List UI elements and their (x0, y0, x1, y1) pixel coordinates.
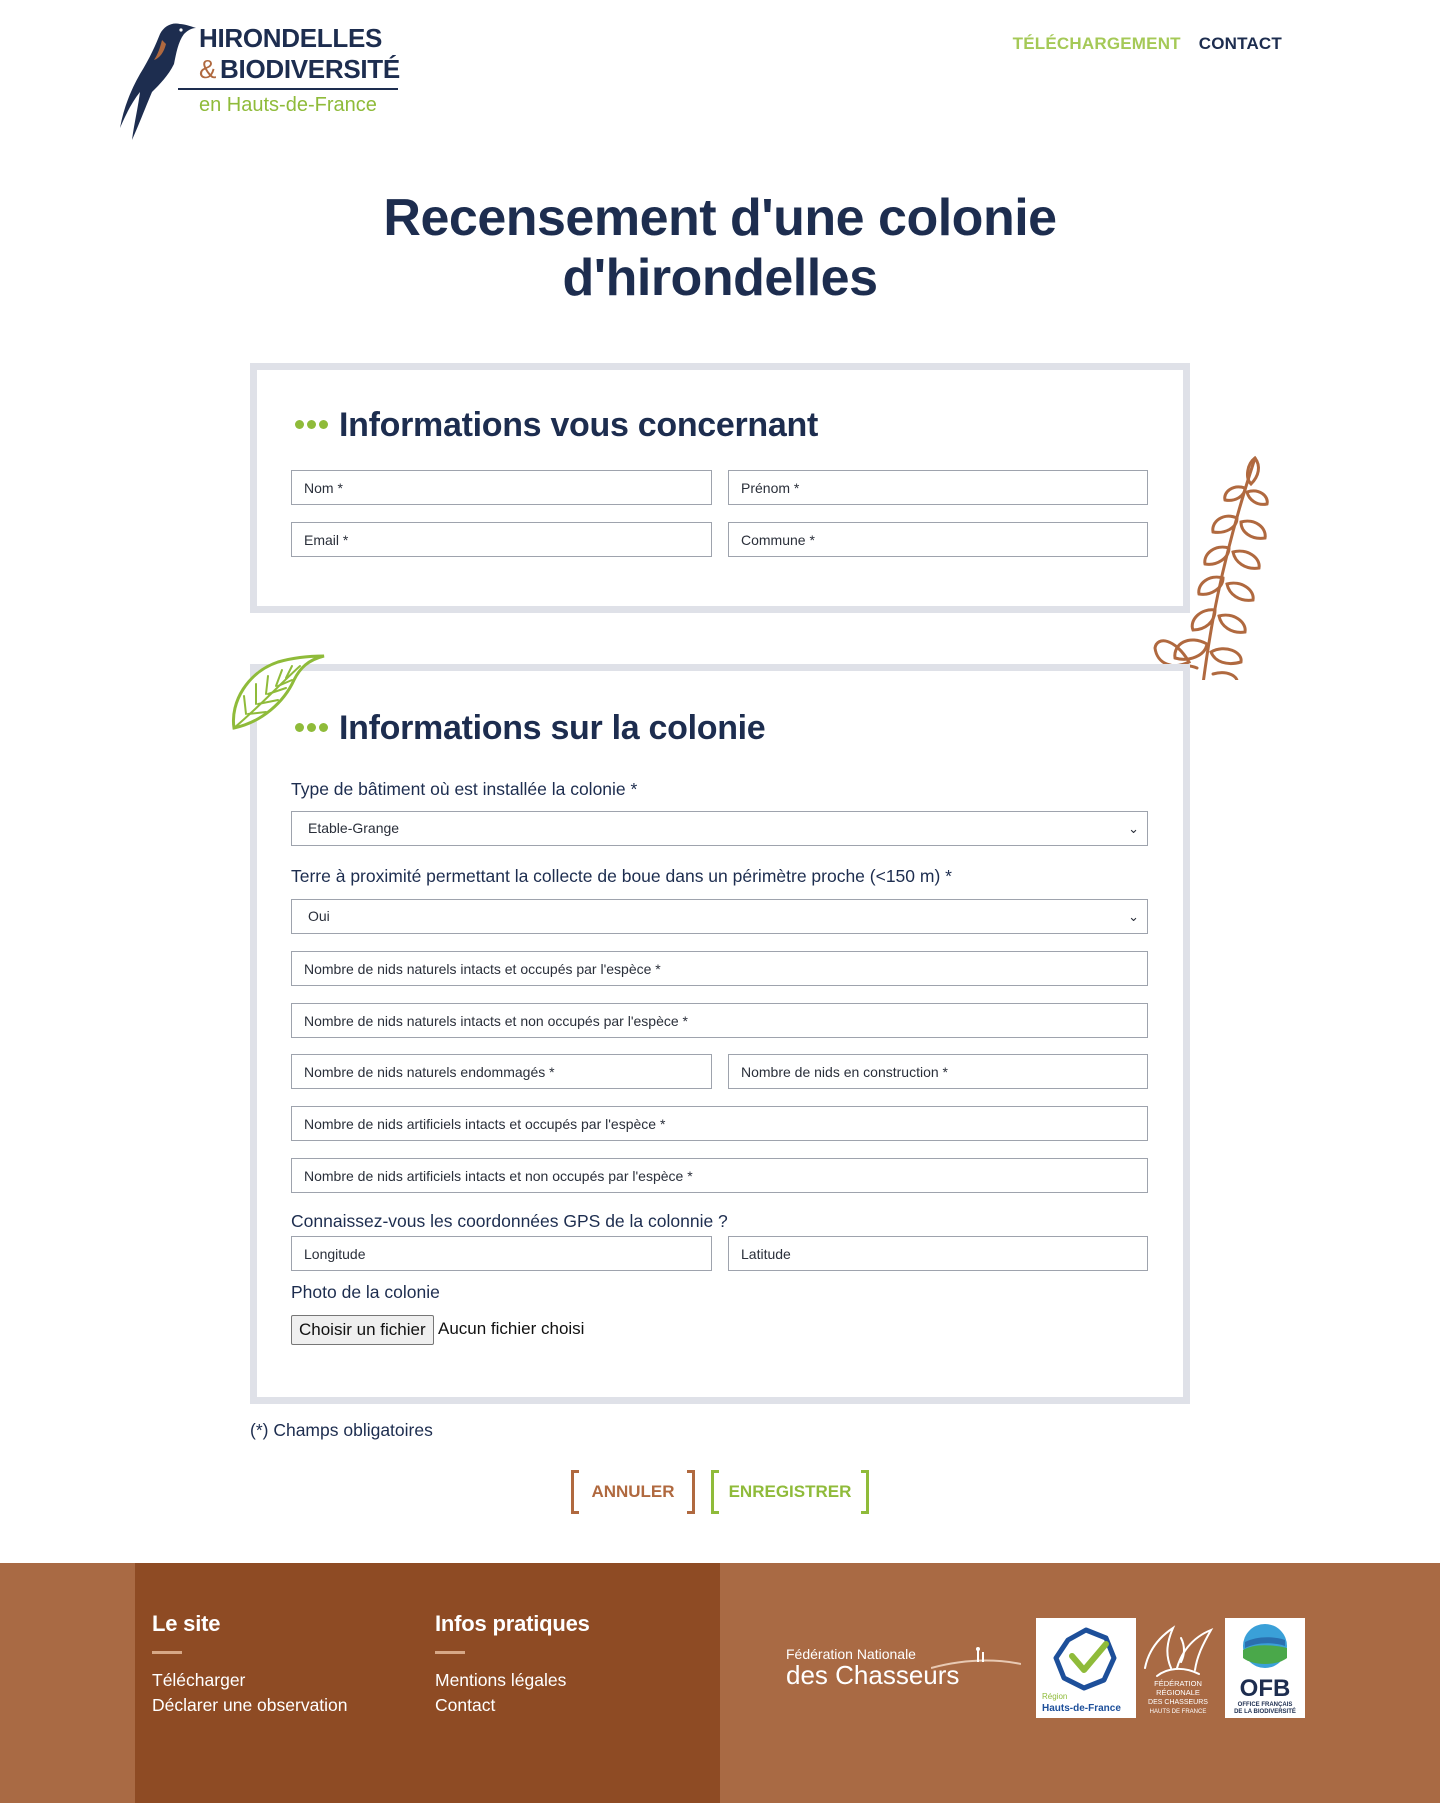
fnc-line2: des Chasseurs (786, 1660, 960, 1690)
fnc-logo[interactable] (786, 1646, 959, 1691)
building-type-label: Type de bâtiment où est installée la colonie * (291, 779, 638, 799)
mud-proximity-value: Oui (308, 908, 330, 924)
footer-dash (152, 1651, 182, 1654)
cancel-button[interactable] (571, 1470, 695, 1514)
brand-rule (178, 88, 398, 90)
nav-contact-link[interactable]: CONTACT (1198, 34, 1282, 53)
required-fields-note: (*) Champs obligatoires (250, 1420, 433, 1440)
bracket-left (571, 1470, 579, 1514)
bracket-right (861, 1470, 869, 1514)
mud-proximity-label: Terre à proximité permettant la collecte de boue dans un périmètre proche (<150 m) * (291, 866, 952, 886)
ofb-small1: OFFICE FRANÇAIS (1237, 1702, 1293, 1708)
photo-label: Photo de la colonie (291, 1282, 440, 1302)
region-line1: Région (1042, 1692, 1068, 1701)
hunter-silhouette-icon (931, 1646, 1021, 1676)
save-button-label: ENREGISTRER (728, 1482, 852, 1501)
mud-proximity-select[interactable] (291, 899, 1148, 934)
main-nav (1013, 34, 1282, 54)
footer-col-info-title: Infos pratiques (435, 1611, 590, 1636)
brand-ampersand: & (199, 54, 217, 84)
building-type-value: Etable-Grange (308, 820, 400, 836)
footer-col-info (435, 1611, 590, 1718)
page-title (0, 188, 1440, 308)
colony-info-card (250, 664, 1190, 1404)
form-actions (0, 1470, 1440, 1520)
latitude-input[interactable] (728, 1236, 1148, 1271)
frc-emblem-icon (1137, 1618, 1219, 1718)
fnc-line1: Fédération Nationale (786, 1646, 916, 1662)
site-footer (0, 1563, 1440, 1803)
footer-link-legal[interactable]: Mentions légales (435, 1670, 567, 1690)
nav-download-link[interactable]: TÉLÉCHARGEMENT (1012, 34, 1181, 53)
save-button[interactable] (711, 1470, 869, 1514)
region-hdf-logo[interactable] (1036, 1618, 1136, 1718)
footer-col-site-title: Le site (152, 1611, 221, 1636)
choose-file-button[interactable]: Choisir un fichier (291, 1315, 434, 1345)
region-line2: Hauts-de-France (1042, 1703, 1121, 1714)
artificial-occupied-nests-input[interactable] (291, 1106, 1148, 1141)
brand-line3: en Hauts-de-France (199, 94, 377, 116)
page-title-line1: Recensement d'une colonie (383, 189, 1057, 247)
site-logo[interactable] (118, 18, 398, 146)
frc-line4: HAUTS DE FRANCE (1149, 1709, 1207, 1715)
personal-info-title-text: Informations vous concernant (339, 406, 819, 444)
swallow-logo-icon (118, 18, 198, 146)
frc-line3: DES CHASSEURS (1148, 1699, 1208, 1706)
footer-dash (435, 1651, 465, 1654)
title-dots (295, 416, 331, 434)
nom-input[interactable] (291, 470, 712, 505)
frc-logo[interactable] (1137, 1618, 1219, 1718)
nests-under-construction-input[interactable] (728, 1054, 1148, 1089)
colony-info-title (295, 709, 765, 748)
email-input[interactable] (291, 522, 712, 557)
frc-line1: FÉDÉRATION (1154, 1679, 1202, 1688)
natural-damaged-nests-input[interactable] (291, 1054, 712, 1089)
personal-info-title (295, 406, 818, 445)
footer-col-site (152, 1611, 348, 1718)
natural-unoccupied-nests-input[interactable] (291, 1003, 1148, 1038)
chevron-down-icon: ⌄ (1128, 909, 1139, 924)
colony-info-title-text: Informations sur la colonie (339, 709, 766, 747)
footer-link-declare[interactable]: Déclarer une observation (152, 1695, 348, 1715)
chevron-down-icon: ⌄ (1128, 821, 1139, 836)
brand-line1: HIRONDELLES (199, 23, 383, 53)
footer-link-download[interactable]: Télécharger (152, 1670, 246, 1690)
ofb-text: OFB (1239, 1675, 1291, 1702)
artificial-unoccupied-nests-input[interactable] (291, 1158, 1148, 1193)
gps-label: Connaissez-vous les coordonnées GPS de la colonnie ? (291, 1211, 728, 1231)
cancel-button-label: ANNULER (591, 1482, 675, 1501)
brand-line2-text: BIODIVERSITÉ (220, 54, 400, 84)
longitude-input[interactable] (291, 1236, 712, 1271)
frc-line2: RÉGIONALE (1156, 1688, 1200, 1697)
ofb-logo[interactable] (1225, 1618, 1305, 1718)
page-title-line2: d'hirondelles (562, 249, 878, 307)
bracket-right (687, 1470, 695, 1514)
natural-occupied-nests-input[interactable] (291, 951, 1148, 986)
file-status-text: Aucun fichier choisi (438, 1319, 585, 1338)
building-type-select[interactable] (291, 811, 1148, 846)
site-header (0, 0, 1440, 150)
ofb-small2: DE LA BIODIVERSITÉ (1234, 1709, 1296, 1715)
personal-info-card (250, 363, 1190, 613)
leaf-icon (228, 652, 326, 732)
footer-links-panel (135, 1563, 720, 1803)
bracket-left (711, 1470, 719, 1514)
ofb-emblem-icon (1225, 1618, 1305, 1718)
footer-link-contact[interactable]: Contact (435, 1695, 496, 1715)
brand-line2 (199, 54, 400, 85)
france-map-icon (1036, 1618, 1136, 1718)
commune-input[interactable] (728, 522, 1148, 557)
prenom-input[interactable] (728, 470, 1148, 505)
